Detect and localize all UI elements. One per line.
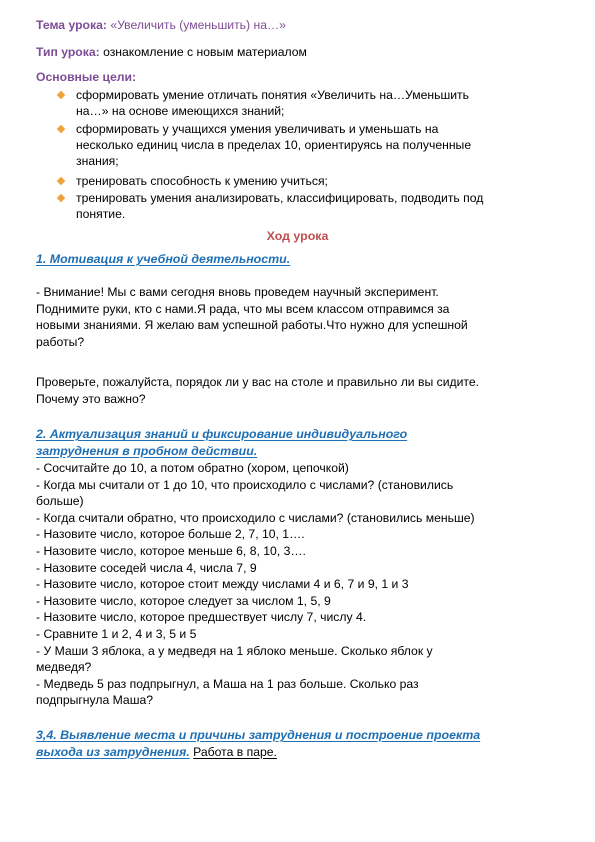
- bullet-icon: [57, 194, 65, 202]
- bullet-icon: [57, 177, 65, 185]
- text-line: Почему это важно?: [36, 391, 146, 406]
- type-line: [36, 45, 307, 59]
- list-item: - Когда мы считали от 1 до 10, что происходило с числами? (становились: [36, 477, 454, 492]
- list-item: медведя?: [36, 660, 92, 675]
- list-item: - Когда считали обратно, что происходило с числами? (становились меньше): [36, 510, 475, 525]
- bullet-icon: [57, 125, 65, 133]
- course-title: Ход урока: [266, 229, 329, 243]
- type-value: ознакомление с новым материалом: [103, 45, 307, 59]
- text-line: Поднимите руки, кто с нами.Я рада, что мы всем классом отправимся за: [36, 301, 450, 316]
- goal-line: сформировать у учащихся умения увеличивать и уменьшать на: [76, 122, 439, 136]
- section-1-paragraph-2: [36, 374, 556, 407]
- list-item: - Назовите соседей числа 4, числа 7, 9: [36, 560, 257, 575]
- list-item: - Сосчитайте до 10, а потом обратно (хором, цепочкой): [36, 461, 349, 475]
- goal-line: понятие.: [76, 206, 126, 221]
- goal-line: сформировать умение отличать понятия «Увеличить на…Уменьшить: [76, 88, 469, 102]
- section-1-paragraph: [36, 284, 556, 350]
- section-1-title: 1. Мотивация к учебной деятельности.: [36, 252, 291, 266]
- title-line-2: [36, 744, 556, 761]
- type-label: Тип урока:: [36, 45, 100, 59]
- goal-line: на…» на основе имеющихся знаний;: [76, 103, 285, 118]
- title-line: 3,4. Выявление места и причины затруднения и построение проекта: [36, 728, 481, 742]
- goal-line: знания;: [76, 153, 119, 168]
- section-2-title: [36, 426, 556, 459]
- text-line: Проверьте, пожалуйста, порядок ли у вас на столе и правильно ли вы сидите.: [36, 375, 480, 389]
- topic-line: [36, 18, 286, 32]
- bullet-icon: [57, 91, 65, 99]
- list-item: - Медведь 5 раз подпрыгнул, а Маша на 1 раз больше. Сколько раз: [36, 676, 419, 691]
- section-34-title: [36, 727, 556, 760]
- list-item: - У Маши 3 яблока, а у медведя на 1 яблоко меньше. Сколько яблок у: [36, 643, 433, 658]
- list-item: - Назовите число, которое предшествует числу 7, числу 4.: [36, 610, 367, 625]
- goal-line: тренировать способность к умению учиться;: [76, 174, 328, 188]
- list-item: - Назовите число, которое следует за числом 1, 5, 9: [36, 593, 331, 608]
- topic-value: «Увеличить (уменьшить) на…»: [110, 18, 286, 32]
- text-line: новыми знаниями. Я желаю вам успешной работы.Что нужно для успешной: [36, 318, 468, 333]
- goal-line: тренировать умения анализировать, классифицировать, подводить под: [76, 191, 484, 205]
- section-2-list: [36, 460, 556, 709]
- goal-item: [76, 122, 560, 169]
- topic-label: Тема урока:: [36, 18, 107, 32]
- goal-item: [76, 88, 560, 120]
- list-item: - Назовите число, которое стоит между числами 4 и 6, 7 и 9, 1 и 3: [36, 577, 409, 592]
- pair-work-note: Работа в паре.: [193, 744, 277, 759]
- text-line: работы?: [36, 334, 85, 349]
- goals-label: Основные цели:: [36, 70, 137, 84]
- list-item: подпрыгнула Маша?: [36, 693, 154, 708]
- list-item: - Назовите число, которое меньше 6, 8, 10, 3….: [36, 543, 306, 558]
- title-line: затруднения в пробном действии.: [36, 443, 258, 458]
- goal-item: [76, 191, 560, 223]
- goal-item: [76, 174, 560, 190]
- goal-line: несколько единиц числа в пределах 10, ориентируясь на полученные: [76, 137, 472, 152]
- text-line: - Внимание! Мы с вами сегодня вновь проведем научный эксперимент.: [36, 285, 439, 299]
- list-item: - Сравните 1 и 2, 4 и 3, 5 и 5: [36, 626, 197, 641]
- list-item: - Назовите число, которое больше 2, 7, 10, 1….: [36, 527, 305, 542]
- title-line: 2. Актуализация знаний и фиксирование индивидуального: [36, 427, 408, 441]
- list-item: больше): [36, 494, 84, 509]
- title-line-part: выхода из затруднения.: [36, 744, 190, 759]
